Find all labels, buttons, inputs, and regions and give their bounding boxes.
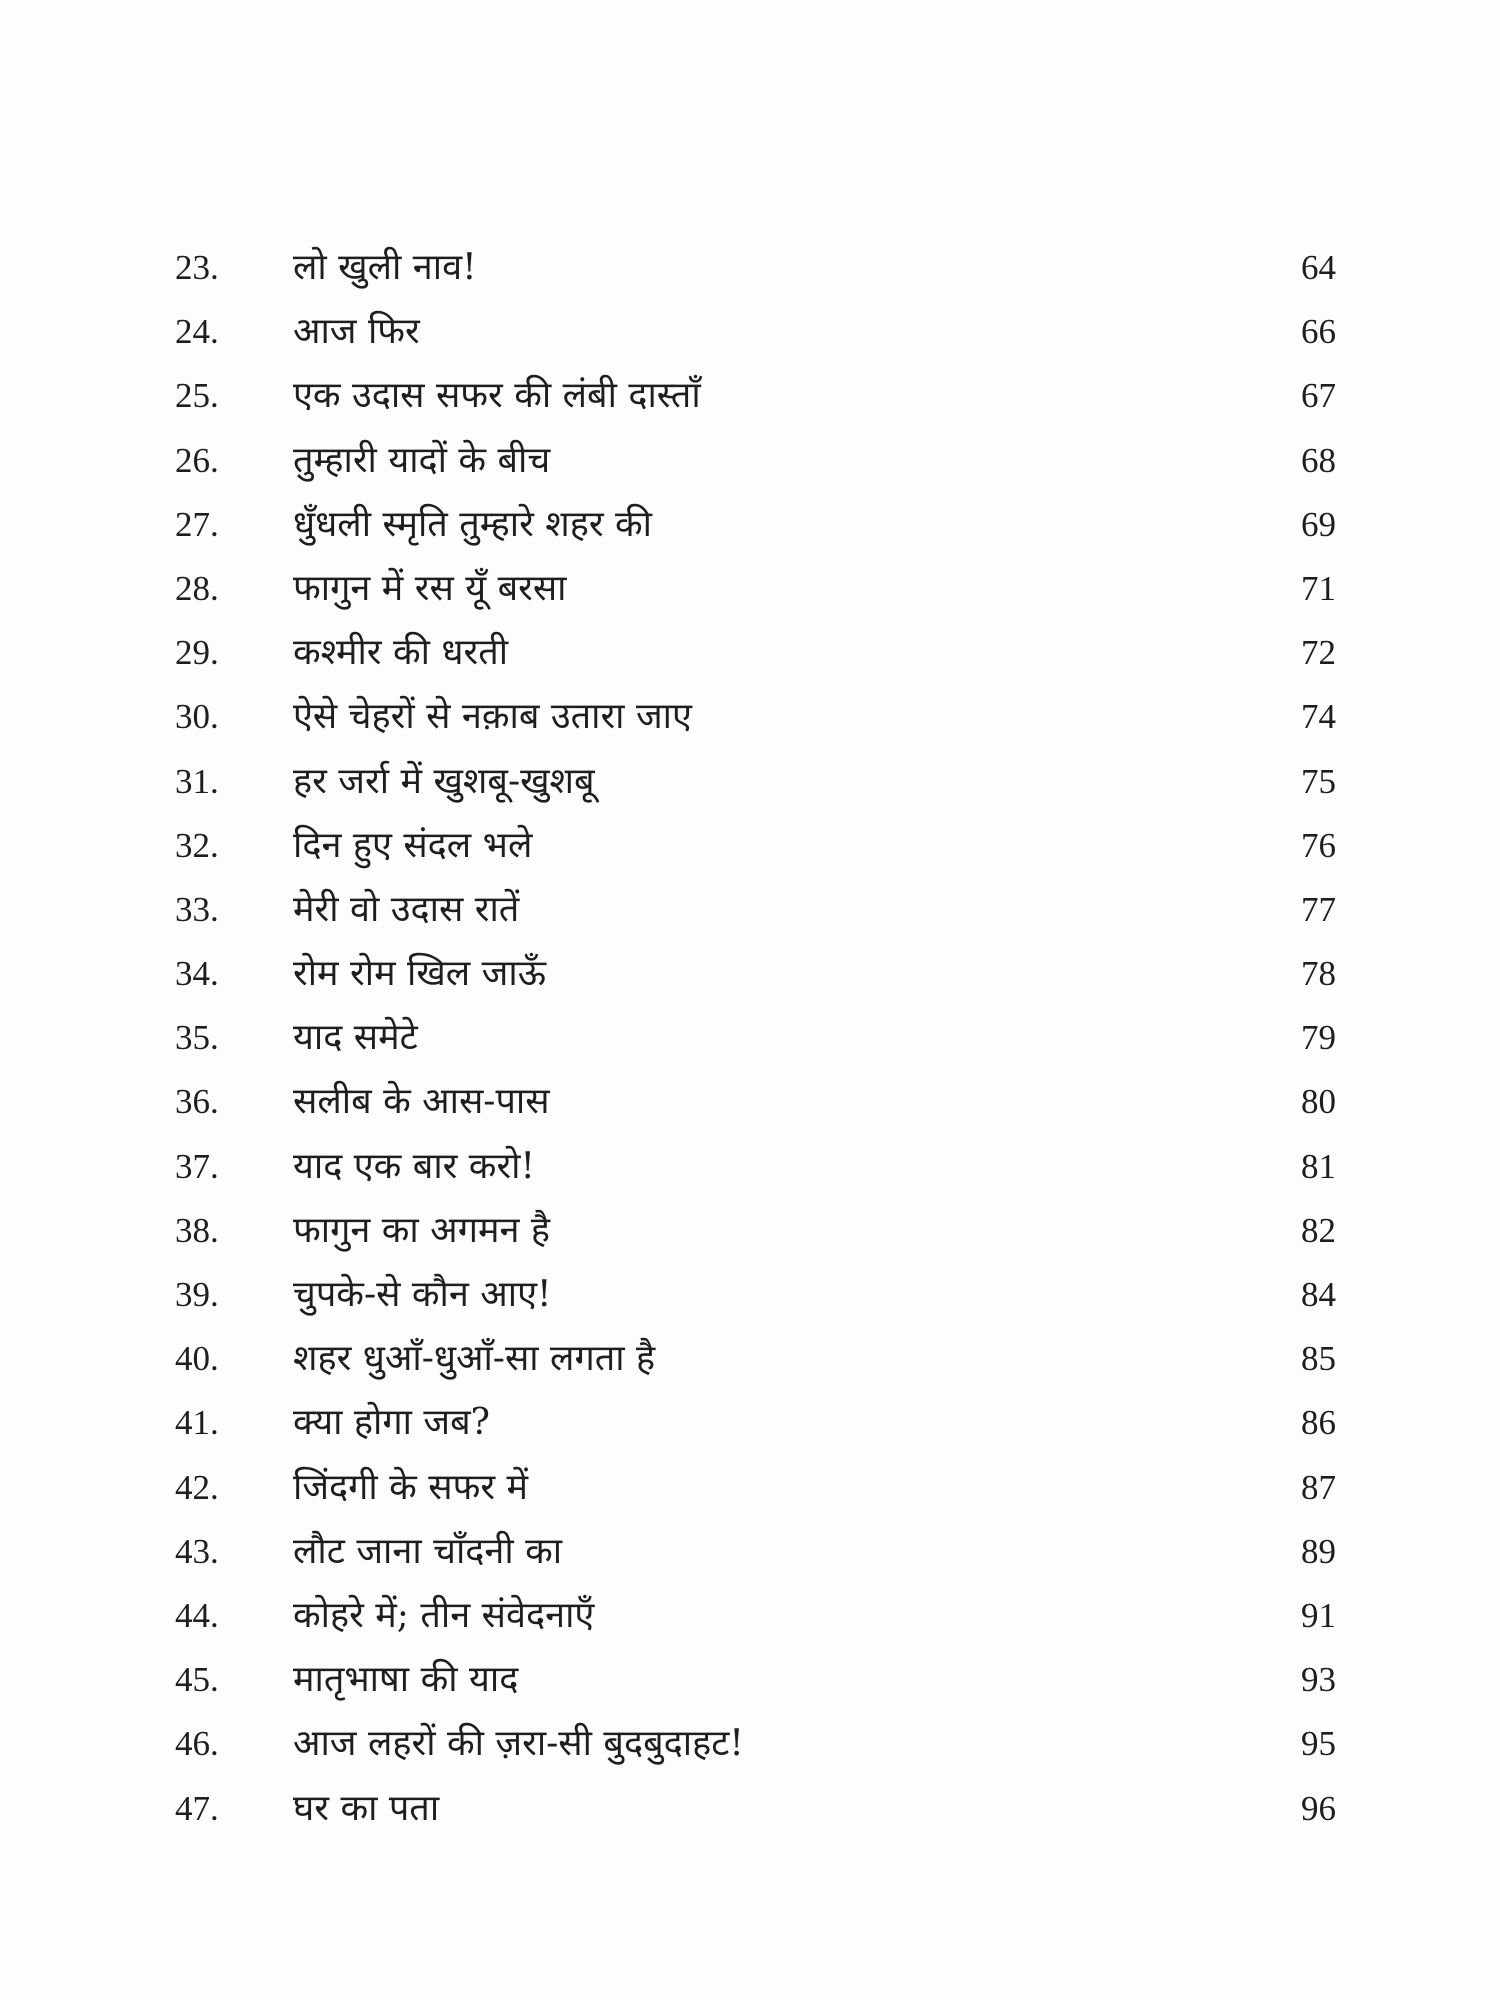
toc-entry [0,1781,1500,1845]
entry-number: 30. [175,697,219,737]
entry-page-number: 81 [1301,1146,1336,1186]
toc-entry [0,304,1500,368]
toc-entry [0,1010,1500,1074]
entry-number: 47. [175,1788,219,1828]
entry-page-number: 71 [1301,568,1336,608]
entry-number: 44. [175,1595,219,1635]
toc-entry [0,497,1500,561]
table-of-contents [0,240,1500,1845]
entry-number: 41. [175,1403,219,1443]
toc-entry [0,1139,1500,1203]
entry-page-number: 87 [1301,1467,1336,1507]
toc-entry [0,1074,1500,1138]
entry-title: क्या होगा जब? [293,1402,490,1444]
entry-page-number: 91 [1301,1595,1336,1635]
toc-entry [0,368,1500,432]
entry-page-number: 84 [1301,1275,1336,1314]
entry-number: 31. [175,761,219,801]
entry-title: फागुन का अगमन है [293,1209,551,1251]
entry-page-number: 79 [1301,1018,1336,1058]
toc-entry [0,689,1500,753]
toc-entry [0,240,1500,304]
entry-page-number: 85 [1301,1339,1336,1379]
entry-number: 33. [175,889,219,929]
entry-page-number: 64 [1301,248,1336,287]
entry-page-number: 86 [1301,1403,1336,1443]
toc-entry [0,946,1500,1010]
entry-page-number: 89 [1301,1531,1336,1571]
entry-number: 38. [175,1210,219,1250]
entry-number: 23. [175,248,219,287]
toc-entry [0,1652,1500,1716]
toc-entry [0,1716,1500,1780]
entry-page-number: 93 [1301,1660,1336,1700]
entry-title: मातृभाषा की याद [293,1659,519,1701]
toc-entry [0,1395,1500,1459]
entry-page-number: 68 [1301,440,1336,480]
toc-entry [0,1331,1500,1395]
entry-title: शहर धुआँ-धुआँ-सा लगता है [293,1338,656,1380]
entry-number: 37. [175,1146,219,1186]
entry-page-number: 78 [1301,954,1336,994]
entry-title: याद एक बार करो! [293,1145,535,1187]
entry-number: 28. [175,568,219,608]
entry-title: लो खुली नाव! [293,247,477,288]
entry-number: 43. [175,1531,219,1571]
entry-title: ऐसे चेहरों से नक़ाब उतारा जाए [293,696,692,738]
toc-entry [0,1267,1500,1331]
toc-entry [0,754,1500,818]
entry-title: सलीब के आस-पास [293,1081,550,1123]
entry-number: 27. [175,504,219,544]
entry-number: 29. [175,633,219,673]
entry-title: घर का पता [293,1787,440,1829]
entry-number: 34. [175,954,219,994]
entry-title: एक उदास सफर की लंबी दास्ताँ [293,375,701,417]
entry-title: मेरी वो उदास रातें [293,888,520,930]
entry-page-number: 67 [1301,376,1336,416]
toc-entry [0,818,1500,882]
entry-page-number: 80 [1301,1082,1336,1122]
entry-title: फागुन में रस यूँ बरसा [293,567,567,609]
toc-entry [0,561,1500,625]
toc-entry [0,1524,1500,1588]
entry-number: 35. [175,1018,219,1058]
entry-title: जिंदगी के सफर में [293,1466,529,1508]
entry-title: दिन हुए संदल भले [293,824,533,866]
entry-title: लौट जाना चाँदनी का [293,1530,563,1572]
entry-page-number: 69 [1301,504,1336,544]
entry-title: चुपके-से कौन आए! [293,1274,552,1315]
entry-page-number: 74 [1301,697,1336,737]
entry-number: 26. [175,440,219,480]
entry-number: 36. [175,1082,219,1122]
toc-entry [0,625,1500,689]
entry-page-number: 96 [1301,1788,1336,1828]
entry-page-number: 72 [1301,633,1336,673]
entry-number: 46. [175,1724,219,1764]
entry-page-number: 66 [1301,312,1336,352]
entry-title: तुम्हारी यादों के बीच [293,439,551,481]
entry-page-number: 95 [1301,1724,1336,1764]
entry-title: याद समेटे [293,1017,418,1059]
entry-title: हर जर्रा में खुशबू-खुशबू [293,760,595,802]
entry-title: आज लहरों की ज़रा-सी बुदबुदाहट! [293,1723,744,1765]
entry-number: 40. [175,1339,219,1379]
entry-number: 45. [175,1660,219,1700]
entry-number: 25. [175,376,219,416]
entry-title: रोम रोम खिल जाऊँ [293,953,546,995]
entry-number: 32. [175,825,219,865]
entry-page-number: 76 [1301,825,1336,865]
entry-number: 42. [175,1467,219,1507]
entry-number: 39. [175,1275,219,1314]
entry-page-number: 77 [1301,889,1336,929]
entry-number: 24. [175,312,219,352]
entry-title: कोहरे में; तीन संवेदनाएँ [293,1594,595,1636]
entry-title: धुँधली स्मृति तुम्हारे शहर की [293,503,653,545]
toc-entry [0,882,1500,946]
toc-entry [0,1588,1500,1652]
entry-title: कश्मीर की धरती [293,632,509,674]
entry-title: आज फिर [293,311,420,353]
entry-page-number: 82 [1301,1210,1336,1250]
toc-entry [0,433,1500,497]
entry-page-number: 75 [1301,761,1336,801]
toc-entry [0,1460,1500,1524]
toc-entry [0,1203,1500,1267]
